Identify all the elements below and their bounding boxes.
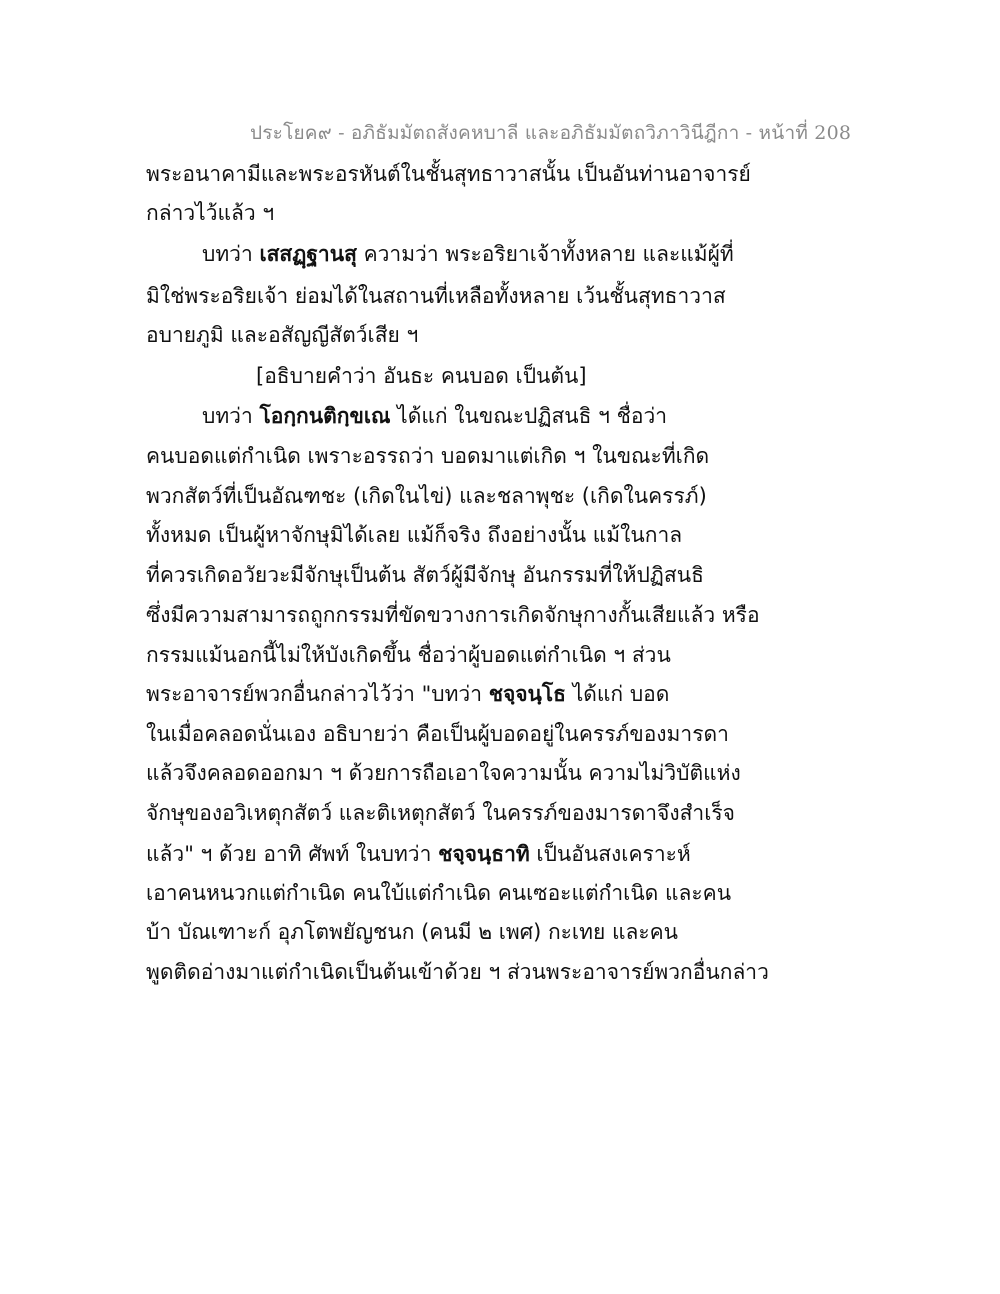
text-run: ได้แก่ ในขณะปฏิสนธิ ฯ ชื่อว่า [390,404,668,428]
text-run: บทว่า [202,404,260,428]
text-run: ได้แก่ บอด [566,682,670,706]
pali-term: ชจฺจนฺโธ [488,682,567,706]
body-line: มิใช่พระอริยเจ้า ย่อมได้ในสถานที่เหลือทั้งหลาย เว้นชั้นสุทธาวาส [146,284,726,308]
body-line [202,240,762,268]
body-line: กรรมแม้นอกนี้ไม่ให้บังเกิดขึ้น ชื่อว่าผู้บอดแต่กำเนิด ฯ ส่วน [146,643,671,667]
section-heading: [อธิบายคำว่า อันธะ คนบอด เป็นต้น] [256,364,587,388]
body-line [146,680,706,708]
pali-term: โอกฺกนติกฺขเณ [259,404,391,428]
body-line: พระอนาคามีและพระอรหันต์ในชั้นสุทธาวาสนั้น เป็นอันท่านอาจารย์ [146,162,751,186]
body-line: ซึ่งมีความสามารถถูกกรรมที่ขัดขวางการเกิดจักษุกางกั้นเสียแล้ว หรือ [146,603,760,627]
text-run: เป็นอันสงเคราะห์ [529,842,691,866]
body-line: ที่ควรเกิดอวัยวะมีจักษุเป็นต้น สัตว์ผู้มีจักษุ อันกรรมที่ให้ปฏิสนธิ [146,563,704,587]
text-run: บทว่า [202,242,260,266]
body-line: กล่าวไว้แล้ว ฯ [146,201,275,225]
body-line: ในเมื่อคลอดนั่นเอง อธิบายว่า คือเป็นผู้บอดอยู่ในครรภ์ของมารดา [146,722,729,746]
body-line [146,840,706,868]
text-run: แล้ว" ฯ ด้วย อาทิ ศัพท์ ในบทว่า [146,842,439,866]
pali-term: ชจฺจนฺธาทิ [438,842,530,866]
body-line: ทั้งหมด เป็นผู้หาจักษุมิได้เลย แม้ก็จริง ถึงอย่างนั้น แม้ในกาล [146,523,683,547]
text-run: พระอาจารย์พวกอื่นกล่าวไว้ว่า "บทว่า [146,682,489,706]
body-line: เอาคนหนวกแต่กำเนิด คนใบ้แต่กำเนิด คนเซอะแต่กำเนิด และคน [146,881,732,905]
body-line: จักษุของอวิเหตุกสัตว์ และติเหตุกสัตว์ ในครรภ์ของมารดาจึงสำเร็จ [146,801,735,825]
text-run: ความว่า พระอริยาเจ้าทั้งหลาย และแม้ผู้ที่ [356,242,734,266]
body-line: แล้วจึงคลอดออกมา ฯ ด้วยการถือเอาใจความนั้น ความไม่วิบัติแห่ง [146,761,741,785]
body-line: พูดติดอ่างมาแต่กำเนิดเป็นต้นเข้าด้วย ฯ ส่วนพระอาจารย์พวกอื่นกล่าว [146,960,769,984]
body-line [202,402,762,430]
pali-term: เสสฏฺฐานสุ [259,242,357,266]
body-line: พวกสัตว์ที่เป็นอัณฑชะ (เกิดในไข่) และชลาพุชะ (เกิดในครรภ์) [146,484,707,508]
body-line: คนบอดแต่กำเนิด เพราะอรรถว่า บอดมาแต่เกิด ฯ ในขณะที่เกิด [146,444,710,468]
body-line: บ้า บัณเฑาะก์ อุภโตพยัญชนก (คนมี ๒ เพศ) กะเทย และคน [146,920,679,944]
header-text: ประโยค๙ - อภิธัมมัตถสังคหบาลี และอภิธัมมัตถวิภาวินีฎีกา - หน้าที่ 208 [250,122,852,144]
body-line: อบายภูมิ และอสัญญีสัตว์เสีย ฯ [146,323,419,347]
